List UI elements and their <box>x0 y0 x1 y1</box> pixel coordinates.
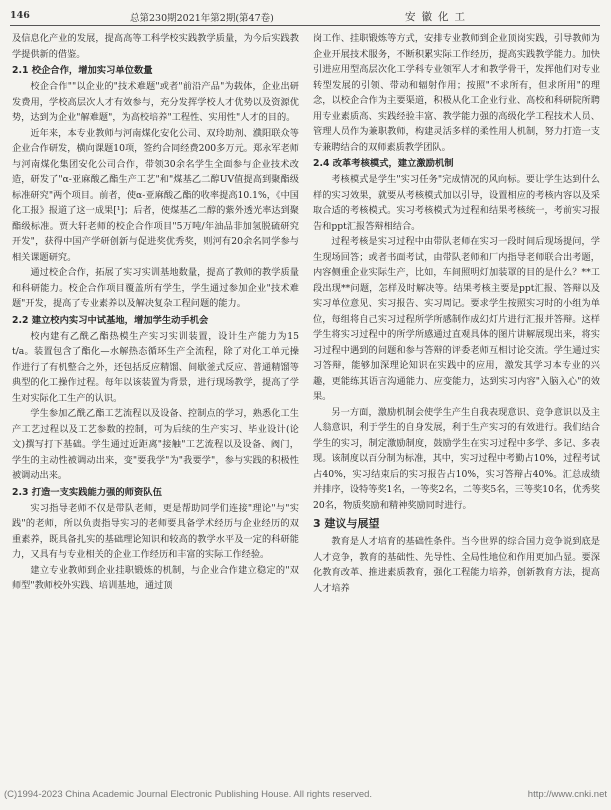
paragraph: 过程考核是实习过程中由带队老师在实习一段时间后现场提问，学生现场回答；或者书面考试，由带队老师和厂内指导老师联合出考题，内容侧重企业实际生产，比如，车间照明灯加装罩的目的是什么？**工段出现**问题，怎样及时解决等。结果考核主要是ppt汇报、答辩以及实习单位意见、实习报告、实习周记。要求学生按照实习时的小组为单位，每组将自己实习过程所学所感制作成幻灯片进行汇报并答辩。这样学生将实习过程中的所学所感通过直观具体的图片讲解展现出来，将实习过程中遇到的问题和参与答辩的评委老师互相讨论交流。学生通过实习答辩，能够加深理论知识在实践中的应用，激发其学习本专业的兴趣，更能练其语言沟通能力、应变能力，达到实习内容"入脑入心"的效果。 <box>313 236 600 402</box>
page-header <box>10 6 600 26</box>
section-heading-2-3: 2.3 打造一支实践能力强的师资队伍 <box>12 486 162 498</box>
paragraph: 教育是人才培育的基础性条件。当今世界的综合国力竞争说到底是人才竞争，教育的基础性、先导性、全局性地位和作用更加凸显。要深化教育改革、推进素质教育，强化工程能力培养，创新教育方法，提高人才培养 <box>313 536 600 594</box>
footer-url[interactable]: http://www.cnki.net <box>527 789 607 800</box>
paragraph: 校企合作""以企业的"技术难题"或者"前沿产品"为载体，企业出研发费用，学校高层次人才有效参与，充分发挥学校人才优势以及资源优势，达到为企业"解难题"，为高校培养"工程性、实用性"人才的目的。 <box>12 81 299 123</box>
paragraph: 考核模式是学生"实习任务"完成情况的风向标。要让学生达到什么样的实习效果，就要从考核模式加以引导，设置相应的考核内容以及采取合适的考核模式。实习考核模式为过程和结果考核统一，考前实习报告和ppt汇报答辩相结合。 <box>313 174 600 232</box>
section-heading-2-2: 2.2 建立校内实习中试基地，增加学生动手机会 <box>12 314 209 326</box>
right-column <box>313 31 600 596</box>
section-heading-2-4: 2.4 改革考核模式，建立激励机制 <box>313 158 454 169</box>
copyright-notice: (C)1994-2023 China Academic Journal Electronic Publishing House. All rights reserved. <box>4 789 373 800</box>
section-heading-3: 3 建议与展望 <box>313 517 380 530</box>
page-number: 146 <box>10 10 30 21</box>
header-rule <box>10 25 600 26</box>
section-heading-2-1: 2.1 校企合作，增加实习单位数量 <box>12 65 153 76</box>
paragraph: 及信息化产业的发展，提高高等工科学校实践教学质量，为今后实践教学提供新的借鉴。 <box>12 33 299 60</box>
paragraph: 建立专业教师到企业挂职锻炼的机制，与企业合作建立稳定的"双师型"教师校外实践、培训基地，通过顶 <box>12 564 299 591</box>
paragraph: 实习指导老师不仅是带队老师，更是帮助同学们连接"理论"与"实践"的老师，所以负责指导实习的老师要具备学术经历与企业经历的双重素养，既具备扎实的基础理论知识和较高的教学水平及一定的科研能力，又具有与专业相关的企业工作经历和丰富的实际工作经验。 <box>12 502 299 560</box>
journal-name: 安徽化工 <box>405 11 471 23</box>
paragraph: 另一方面，激励机制会使学生产生自我表现意识、竞争意识以及主人翁意识，利于学生的自身发展，利于生产实习的有效进行。我们结合学生的实习，制定激励制度，鼓励学生在实习过程中多学、多记、多表现。该制度以百分制为标准，其中，实习过程中考勤占10%，过程考试占40%，实习结束后的实习报告占10%，实习答辩占40%。汇总成绩并排序，设特等奖1名，一等奖2名，二等奖5名，三等奖10名，优秀奖20名，物质奖励和精神奖励同时进行。 <box>313 406 600 511</box>
paragraph: 学生参加乙酰乙酯工艺流程以及设备、控制点的学习，熟悉化工生产工艺过程以及工艺参数的控制，可为后续的生产实习、毕业设计(论文)撰写打下基础。学生通过近距离"接触"工艺流程以及设备、阀门，学生的主动性被调动出来，变"要我学"为"我要学"，参与实践的积极性被调动出来。 <box>12 408 299 481</box>
left-column <box>12 31 299 594</box>
paragraph: 岗工作、挂职锻炼等方式，安排专业教师到企业顶岗实践，引导教师为企业开展技术服务，不断积累实际工作经历，提高实践教学能力。加快引进应用型高层次化工学科专业领军人才和教学骨干，发挥他们对专业转型发展的引领、带动和辐射作用；按照"不求所有，但求所用"的理念，以校企合作为主要渠道，积极从化工企业行业、高校和科研院所聘用专业素质高、实践经验丰富、教学能力强的高级化学工程技术人员、管理人员作为兼职教师，构建灵活多样的柔性用人机制，努力打造一支专兼聘结合的双师素质教学团队。 <box>313 33 600 153</box>
paragraph: 校内建有乙酰乙酯热模生产实习实训装置，设计生产能力为15 t/a。装置包含了酯化—水解热态循环生产全流程，除了对化工单元操作进行了有机整合之外，还包括反应精馏、间歇釜式反应、普通精馏等典型的化工操作过程。每年以该装置为背景，进行现场教学，提高了学生对实际化工生产的认识。 <box>12 330 299 404</box>
paragraph: 近年来，本专业教师与河南煤化安化公司、双玲助剂、濮阳联众等企业合作研发，横向课题10项，签约合同经费200多万元。郑永军老师与河南煤化集团安化公司合作，带领30余名学生全面参与企业技术改造，研发了"α-亚麻酸乙酯生产工艺"和"煤基乙二醇UV值提高到聚酯级标准研究"两个项目。前者，使α-亚麻酸乙酯的收率提高10.1%，《中国化工报》报道了这一成果[¹]；后者，使煤基乙二醇的紫外透光率达到聚酯级标准。贾大轩老师的校企合作项目"5万吨/年油品非加氢脱硫研究开发"，获得中国产学研创新与促进奖优秀奖，则河有20余名同学参与相关课题研究。 <box>12 127 299 263</box>
issue-info: 总第230期2021年第2期(第47卷) <box>130 13 274 24</box>
paragraph: 通过校企合作，拓展了实习实训基地数量，提高了教师的教学质量和科研能力。校企合作项目覆盖所有学生，学生通过参加企业"技术难题"开发，提高了专业素养以及解决复杂工程问题的能力。 <box>12 267 299 309</box>
